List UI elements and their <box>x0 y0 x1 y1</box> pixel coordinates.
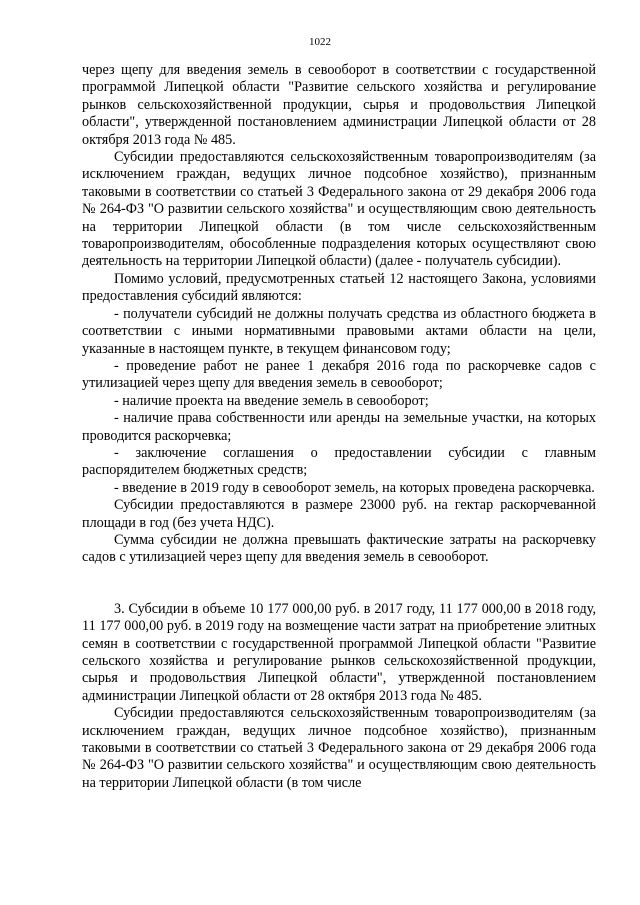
section-paragraph: 3. Субсидии в объеме 10 177 000,00 руб. в 2017 году, 11 177 000,00 в 2018 году, 11 177 000,00 руб. в 2019 году на возмещение части затрат на приобретение элитных семян в соответствии с государственной программой Липецкой области "Развитие сельского хозяйства и регулирование рынков сельскохозяйственной продукции, сырья и продовольствия Липецкой области", утвержденной постановлением администрации Липецкой области от 28 октября 2013 года № 485. <box>82 600 596 704</box>
paragraph: Помимо условий, предусмотренных статьей 12 настоящего Закона, условиями предоставления субсидий являются: <box>82 270 596 305</box>
paragraph: Субсидии предоставляются сельскохозяйственным товаропроизводителям (за исключением граждан, ведущих личное подсобное хозяйство), признанным таковыми в соответствии со статьей 3 Федерального закона от 29 декабря 2006 года № 264-ФЗ "О развитии сельского хозяйства" и осуществляющим свою деятельность на территории Липецкой области (в том числе <box>82 705 596 791</box>
list-item: - введение в 2019 году в севооборот земель, на которых проведена раскорчевка. <box>114 479 595 496</box>
list-item: - наличие проекта на введение земель в севооборот; <box>114 392 429 409</box>
paragraph: Сумма субсидии не должна превышать фактические затраты на раскорчевку садов с утилизацией через щепу для введения земель в севооборот. <box>82 531 596 566</box>
paragraph: Субсидии предоставляются сельскохозяйственным товаропроизводителям (за исключением граждан, ведущих личное подсобное хозяйство), признанным таковыми в соответствии со статьей 3 Федерального закона от 29 декабря 2006 года № 264-ФЗ "О развитии сельского хозяйства" и осуществляющим свою деятельность на территории Липецкой области (в том числе сельскохозяйственным товаропроизводителям, обособленные подразделения которых осуществляют свою деятельность на территории Липецкой области) (далее - получатель субсидии). <box>82 149 596 270</box>
list-item: - получатели субсидий не должны получать средства из областного бюджета в соответствии с иными нормативными правовыми актами области на цели, указанные в настоящем пункте, в текущем финансовом году; <box>82 305 596 357</box>
paragraph: через щепу для введения земель в севооборот в соответствии с государственной программой Липецкой области "Развитие сельского хозяйства и регулирование рынков сельскохозяйственной продукции, сырья и продовольствия Липецкой области", утвержденной постановлением администрации Липецкой области от 28 октября 2013 года № 485. <box>82 62 596 148</box>
paragraph: Субсидии предоставляются в размере 23000 руб. на гектар раскорчеванной площади в год (без учета НДС). <box>82 497 596 531</box>
section-gap <box>82 567 596 601</box>
list-item: - наличие права собственности или аренды на земельные участки, на которых проводится раскорчевка; <box>82 410 596 444</box>
list-item: - заключение соглашения о предоставлении субсидии с главным распорядителем бюджетных средств; <box>82 444 596 479</box>
page-number: 1022 <box>309 36 331 48</box>
document-body <box>82 62 596 792</box>
list-item: - проведение работ не ранее 1 декабря 2016 года по раскорчевке садов с утилизацией через щепу для введения земель в севооборот; <box>82 357 596 392</box>
